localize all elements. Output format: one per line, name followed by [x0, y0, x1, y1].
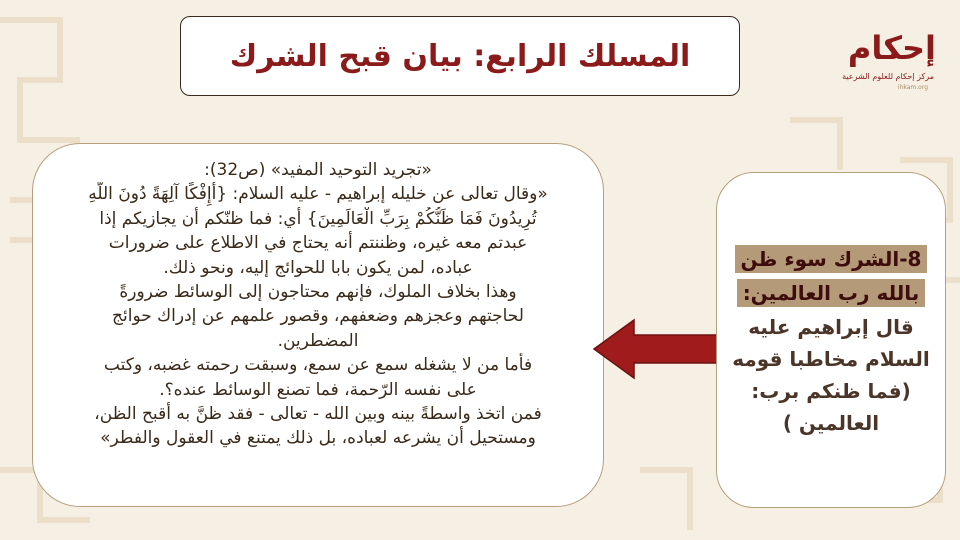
quote-line: «وقال تعالى عن خليله إبراهيم - عليه السلام: {أَإِفْكًا آلِهَةً دُونَ اللَّهِ [88, 184, 548, 205]
quote-line: ومستحيل أن يشرعه لعباده، بل ذلك يمتنع في العقول والفطر» [100, 428, 536, 449]
title-box [180, 16, 740, 96]
logo-subtitle: مركز إحكام للعلوم الشرعية [842, 72, 934, 81]
side-note-line: العالمين ) [782, 411, 880, 435]
logo-name: إحكام [847, 29, 936, 67]
quote-line: عباده، لمن يكون بابا للحوائج إليه، ونحو ذلك. [163, 257, 473, 278]
quote-line: لحاجتهم وعجزهم وضعفهم، وقصور علمهم عن إدراك حوائج [112, 306, 524, 327]
left-arrow-icon [592, 318, 720, 380]
highlighted-heading: بالله رب العالمين: [737, 279, 926, 307]
quote-line: وهذا بخلاف الملوك، فإنهم محتاجون إلى الوسائط ضرورةً [119, 282, 517, 303]
quote-line: تُرِيدُونَ فَمَا ظَنُّكُمْ بِرَبِّ الْعَالَمِينَ} أي: فما ظنّكم أن يجازيكم إذا [99, 208, 537, 229]
side-note-line: (فما ظنكم برب: [751, 379, 911, 403]
logo [836, 28, 936, 100]
quote-line: فأما من لا يشغله سمع عن سمع، وسبقت رحمته غضبه، وكتب [103, 355, 533, 376]
quote-box [32, 143, 604, 507]
quote-line: فمن اتخذ واسطةً بينه وبين الله - تعالى - فقد ظنَّ به أقبح الظن، [94, 404, 542, 425]
quote-line: على نفسه الرّحمة، فما تصنع الوسائط عنده؟. [159, 379, 477, 400]
side-note-line: السلام مخاطبا قومه [732, 347, 930, 371]
quote-line: المضطرين. [277, 330, 359, 351]
side-note-line: قال إبراهيم عليه [748, 315, 914, 339]
quote-line: «تجريد التوحيد المفيد» (ص32): [204, 160, 432, 180]
page-title: المسلك الرابع: بيان قبح الشرك [229, 38, 691, 74]
logo-url: ihkam.org [897, 84, 928, 91]
side-note-box [716, 172, 946, 508]
quote-line: عبدتم معه غيره، وظننتم أنه يحتاج في الاطلاع على ضرورات [108, 233, 528, 254]
highlighted-heading: 8-الشرك سوء ظن [735, 245, 928, 273]
